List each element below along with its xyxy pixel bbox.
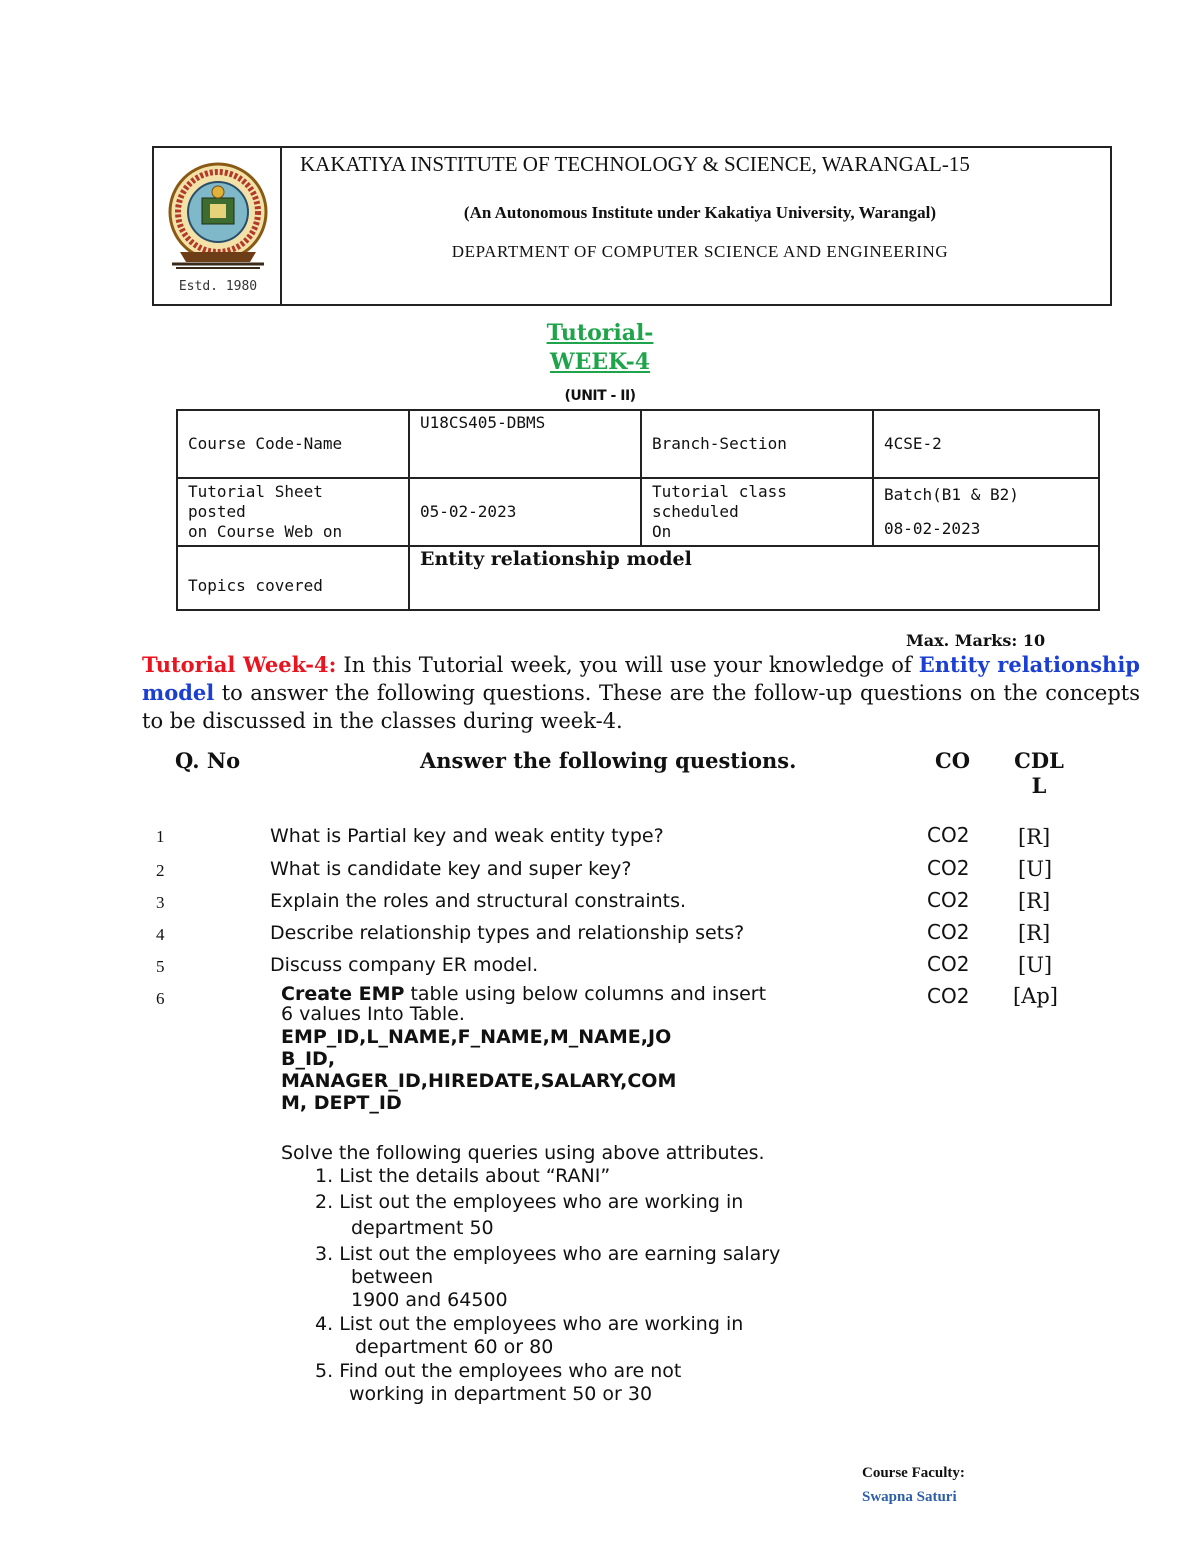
posted-label-line: on Course Web on — [188, 522, 343, 541]
question-co: CO2 — [927, 984, 970, 1008]
question-cdl: [U] — [1018, 953, 1053, 977]
question-number: 5 — [156, 957, 165, 976]
list-item — [315, 1191, 881, 1214]
item-number: 5. — [315, 1360, 334, 1382]
batch-cell — [873, 478, 1099, 546]
topics-label: Topics covered — [177, 546, 409, 610]
institute-subtitle: (An Autonomous Institute under Kakatiya University, Warangal) — [463, 203, 937, 222]
institute-header — [152, 146, 1112, 306]
item-text: List out the employees who are working in — [339, 1191, 744, 1213]
question-cdl: [R] — [1018, 889, 1051, 913]
question-cdl: [Ap] — [1013, 984, 1058, 1008]
posted-value: 05-02-2023 — [409, 478, 641, 546]
question-cdl: [R] — [1018, 921, 1051, 945]
posted-label-line: posted — [188, 502, 246, 521]
co-header: CO — [935, 748, 971, 773]
list-item — [315, 1313, 881, 1336]
branch-label: Branch-Section — [641, 410, 873, 478]
question-number: 3 — [156, 893, 165, 912]
posted-label — [177, 478, 409, 546]
item-number: 3. — [315, 1243, 334, 1265]
institute-name: KAKATIYA INSTITUTE OF TECHNOLOGY & SCIENCE, WARANGAL-15 — [300, 152, 970, 176]
item-text: List out the employees who are earning salary — [339, 1243, 781, 1265]
item-continuation: working in department 50 or 30 — [349, 1383, 653, 1405]
max-marks: Max. Marks: 10 — [906, 631, 1046, 650]
question-number: 6 — [156, 989, 165, 1008]
course-faculty-name: Swapna Saturi — [862, 1489, 957, 1505]
question-6-body — [281, 984, 881, 1406]
topics-value: Entity relationship model — [409, 546, 1099, 610]
scheduled-label-line: On — [652, 522, 672, 541]
intro-lead: Tutorial Week-4: — [142, 652, 337, 677]
q6-values-line: 6 values Into Table. — [281, 1003, 465, 1025]
question-cdl: [R] — [1018, 825, 1051, 849]
list-item — [315, 1360, 881, 1383]
question-header: Answer the following questions. — [420, 748, 797, 773]
unit-label: (UNIT - II) — [564, 388, 636, 404]
item-text: List the details about “RANI” — [339, 1165, 611, 1187]
scheduled-label — [641, 478, 873, 546]
question-text: Discuss company ER model. — [270, 954, 539, 976]
table-row — [177, 546, 1099, 610]
item-text: Find out the employees who are not — [339, 1360, 682, 1382]
q6-columns-line: MANAGER_ID,HIREDATE,SALARY,COM — [281, 1070, 677, 1092]
table-row — [177, 478, 1099, 546]
logo-cell — [154, 148, 282, 304]
scheduled-label-line: scheduled — [652, 502, 739, 521]
institute-logo-icon — [166, 156, 270, 296]
course-info-table — [176, 409, 1100, 611]
item-number: 4. — [315, 1313, 334, 1335]
intro-paragraph — [142, 651, 1140, 735]
item-number: 1. — [315, 1165, 334, 1187]
item-continuation: between — [351, 1266, 434, 1288]
q6-subquestion-list — [315, 1165, 881, 1406]
question-number: 1 — [156, 827, 165, 846]
qno-header: Q. No — [175, 748, 241, 773]
q6-columns-line: M, DEPT_ID — [281, 1092, 402, 1114]
question-text: Explain the roles and structural constraints. — [270, 890, 687, 912]
logo-est-text: Estd. 1980 — [178, 279, 258, 294]
q6-columns-line: B_ID, — [281, 1048, 336, 1070]
question-co: CO2 — [927, 823, 970, 847]
question-text: Describe relationship types and relationship sets? — [270, 922, 745, 944]
cdl-header-line: CDL — [1014, 748, 1064, 773]
item-text: List out the employees who are working in — [339, 1313, 744, 1335]
item-number: 2. — [315, 1191, 334, 1213]
tutorial-title: Tutorial- — [546, 320, 654, 346]
item-continuation: department 50 — [351, 1217, 494, 1239]
q6-create-rest: table using below columns and insert — [404, 983, 767, 1005]
list-item — [315, 1165, 881, 1188]
q6-columns-line: EMP_ID,L_NAME,F_NAME,M_NAME,JO — [281, 1026, 672, 1048]
department-name: DEPARTMENT OF COMPUTER SCIENCE AND ENGINEERING — [451, 242, 949, 261]
batch-label: Batch(B1 & B2) — [884, 485, 1019, 504]
item-continuation: 1900 and 64500 — [351, 1289, 508, 1311]
cdl-header — [1011, 748, 1067, 798]
branch-value: 4CSE-2 — [873, 410, 1099, 478]
question-cdl: [U] — [1018, 857, 1053, 881]
q6-columns — [281, 1026, 881, 1114]
course-label: Course Code-Name — [177, 410, 409, 478]
list-item — [315, 1243, 881, 1266]
intro-text: In this Tutorial week, you will use your knowledge of — [336, 653, 919, 677]
item-continuation: department 60 or 80 — [355, 1336, 554, 1358]
question-number: 4 — [156, 925, 165, 944]
course-faculty-label: Course Faculty: — [862, 1465, 965, 1481]
q6-create: Create EMP — [281, 983, 405, 1005]
question-text: What is Partial key and weak entity type? — [270, 825, 664, 847]
q6-create-line — [281, 984, 881, 1004]
cdl-header-line: L — [1031, 773, 1047, 798]
week-title: WEEK-4 — [549, 349, 651, 375]
table-row — [177, 410, 1099, 478]
batch-date: 08-02-2023 — [884, 519, 981, 538]
question-co: CO2 — [927, 888, 970, 912]
intro-highlight: Entity relationship model — [142, 652, 1140, 705]
posted-label-line: Tutorial Sheet — [188, 482, 323, 501]
question-text: What is candidate key and super key? — [270, 858, 632, 880]
question-co: CO2 — [927, 952, 970, 976]
course-value: U18CS405-DBMS — [409, 410, 641, 478]
scheduled-label-line: Tutorial class — [652, 482, 787, 501]
question-co: CO2 — [927, 856, 970, 880]
question-number: 2 — [156, 861, 165, 880]
q6-solve-line: Solve the following queries using above attributes. — [281, 1142, 765, 1164]
question-co: CO2 — [927, 920, 970, 944]
intro-text: to answer the following questions. These are the follow-up questions on the concepts to be discussed in the classes during week-4. — [142, 681, 1140, 733]
